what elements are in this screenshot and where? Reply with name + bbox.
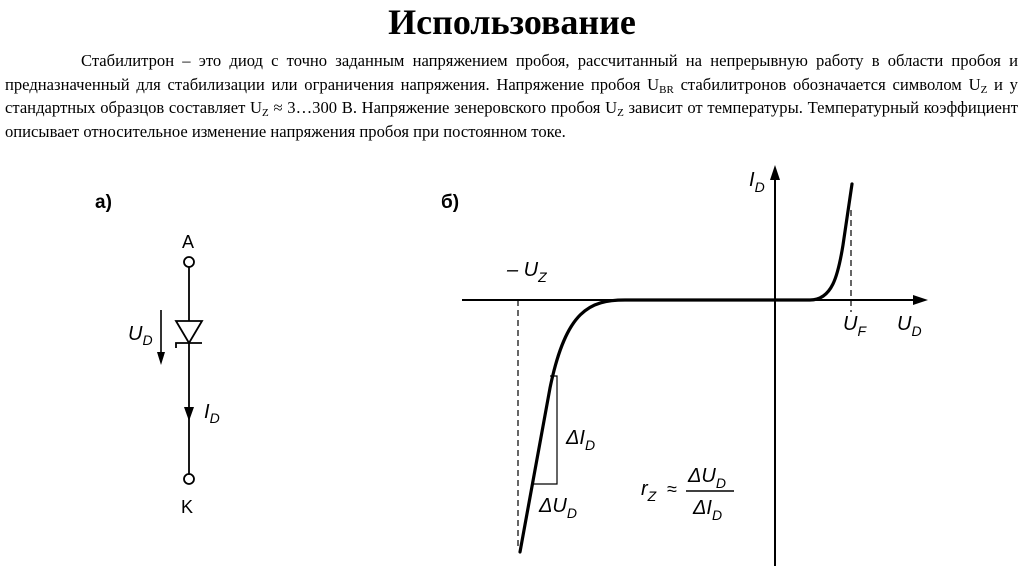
subscript-z-3: Z [617,107,624,119]
uf-label [843,313,867,339]
rz-denominator-symbol: ΔI [693,497,712,519]
paragraph-text-5: зависит от температуры. Температурный коэффициент описывает относительное изменение напряжения пробоя при постоянном токе. [5,98,1018,141]
rz-numerator [687,465,726,491]
anode-label: A [182,232,195,252]
figure-b-iv-characteristic [441,165,928,566]
rz-approx-sign: ≈ [667,479,677,499]
delta-u-symbol: ΔU [539,495,567,517]
y-axis-label [749,169,765,195]
subscript-z-1: Z [980,83,988,96]
delta-i-subscript: D [584,437,596,453]
diode-triangle [176,321,202,343]
voltage-subscript: D [142,332,153,348]
x-axis-arrow [913,295,928,305]
neg-uz-subscript: Z [538,269,547,285]
current-subscript: D [209,410,220,426]
delta-u-subscript: D [566,505,577,521]
paragraph-text-3: и у стандартных образцов составляет U [5,74,1018,117]
delta-u-label [538,495,577,521]
rz-symbol-label [641,478,657,504]
iv-curve [520,184,852,552]
y-axis-arrow [770,165,780,180]
rz-symbol: r [641,478,648,500]
page-title: Использование [388,2,636,42]
delta-i-symbol: ΔI [566,427,585,449]
y-axis-symbol: I [749,169,755,191]
y-axis-subscript: D [754,179,765,195]
neg-uz-label [506,259,547,285]
delta-i-label [565,427,595,453]
rz-numerator-subscript: D [715,475,726,491]
uf-subscript: F [857,323,867,339]
voltage-arrow-head [157,352,165,365]
voltage-symbol: U [128,323,143,345]
x-axis-symbol: U [897,313,912,335]
cathode-label: K [181,497,194,517]
neg-uz-symbol: – U [507,259,539,281]
rz-subscript: Z [647,488,657,504]
paragraph-text-4: ≈ 3…300 В. Напряжение зенеровского пробоя U [268,98,618,117]
panel-b-label: б) [441,192,460,213]
cathode-terminal [184,474,194,484]
rz-denominator [692,497,722,523]
paragraph-text-1: Стабилитрон – это диод с точно заданным напряжением пробоя, рассчитанный на непрерывную работу в области пробоя и предназначенный для стабилизации или ограничения напряжения. Напряжение пробоя U [5,51,1018,94]
x-axis-subscript: D [911,323,922,339]
current-arrow-head [184,407,194,421]
subscript-z-2: Z [262,107,269,119]
x-axis-label [897,313,922,339]
paragraph-text-2: стабилитронов обозначается символом U [673,74,981,94]
anode-terminal [184,257,194,267]
voltage-label [128,323,153,348]
subscript-br: BR [659,83,674,96]
figure-a-zener-symbol [95,192,220,517]
current-label [204,401,220,426]
panel-a-label: а) [95,192,112,213]
rz-denominator-subscript: D [711,507,723,523]
current-symbol: I [204,401,210,423]
uf-symbol: U [843,313,858,335]
rz-numerator-symbol: ΔU [688,465,716,487]
